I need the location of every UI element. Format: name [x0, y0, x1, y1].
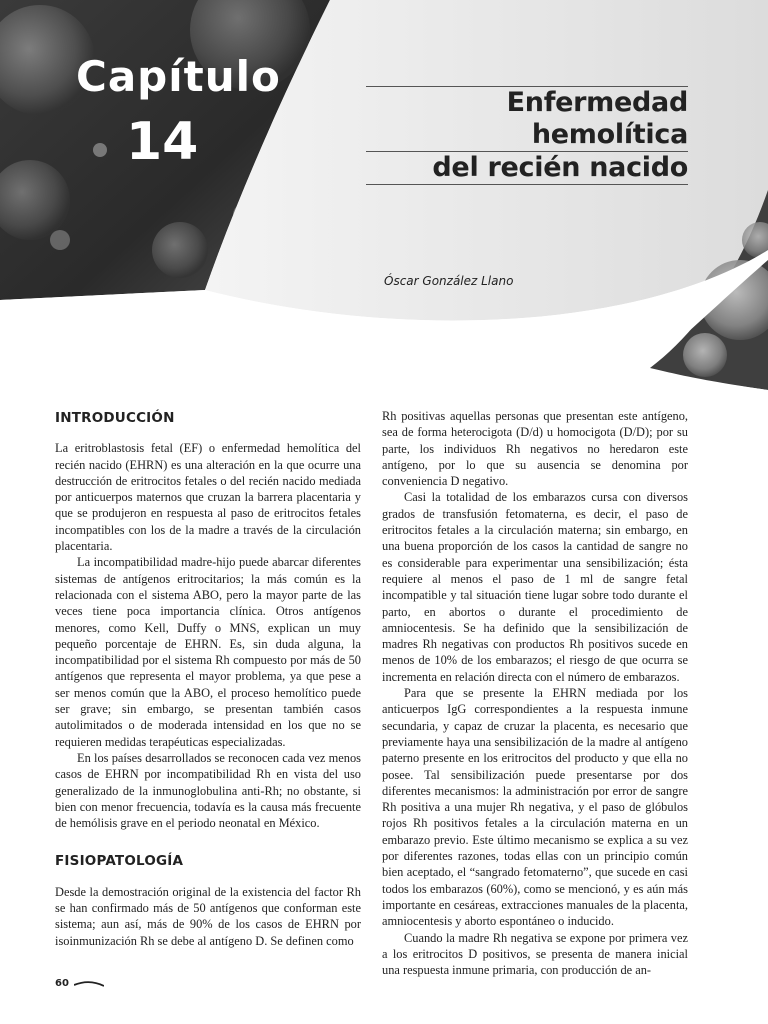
paragraph: Para que se presente la EHRN mediada por los anticuerpos IgG correspondientes a la respuesta inmune secundaria, y capaz de cruzar la placenta, es necesario que previamente haya una sensibilización de la madre al antígeno paterno presente en los eritrocitos del producto y que ella no posee. Tal sensibilización puede presentarse por dos diferentes mecanismos: la administración por error de sangre Rh positiva a una mujer Rh negativa, y el paso de glóbulos rojos Rh positivos fetales a la circulación materna en un embarazo previo. Este último mecanismo se explica a su vez por diferentes razones, todas ellas con un principio común bien aceptado, el “sangrado fetomaterno”, que sucede en casi todos los embarazos (60%), como se mencionó, y es aún más importante en cesáreas, extracciones manuales de la placenta, amniocentesis y aborto espontáneo o inducido. [382, 686, 688, 929]
paragraph: Rh positivas aquellas personas que presentan este antígeno, sea de forma heterocigota (D/d) u homocigota (D/D); por su parte, los individuos Rh negativos no heredaron este antígeno, por lo que su ausencia se denomina por conveniencia D negativo. [382, 409, 688, 489]
paragraph: La eritroblastosis fetal (EF) o enfermedad hemolítica del recién nacido (EHRN) es una alteración en la que ocurre una destrucción de eritrocitos fetales o del recién nacido mediada por anticuerpos maternos que cruzan la barrera placentaria y que se produjeron en respuesta al paso de eritrocitos fetales incompatibles con los de la madre a través de la circulación placentaria. [55, 441, 361, 554]
chapter-label: Capítulo [76, 52, 281, 101]
title-line-2: del recién nacido [432, 152, 688, 183]
paragraph: Cuando la madre Rh negativa se expone por primera vez a los eritrocitos D positivos, se presenta de manera inicial una respuesta inmune primaria, con producción de an- [382, 930, 688, 978]
chapter-title [366, 86, 688, 185]
left-column [55, 408, 361, 949]
title-rule-bottom [366, 184, 688, 185]
paragraph: La incompatibilidad madre-hijo puede abarcar diferentes sistemas de antígenos eritrocitarios; la más común es la relacionada con el sistema ABO, pero la mayor parte de las veces tiene poca importancia clínica. Otros antígenos menores, como Kell, Duffy o MNS, explican un muy pequeño porcentaje de EHRN. Es, sin duda alguna, la incompatibilidad por el sistema Rh compuesto por más de 50 antígenos que representa el mayor problema, ya que pese a ser menos común que la ABO, el proceso hemolítico puede ser grave; sin embargo, se presentan también casos autolimitados o de moderada intensidad en los que no se requieren medidas terapéuticas especializadas. [55, 555, 361, 749]
paragraph: En los países desarrollados se reconocen cada vez menos casos de EHRN por incompatibilidad Rh en vista del uso generalizado de la inmunoglobulina anti-Rh; no obstante, si bien con menor frecuencia, todavía es la causa más frecuente de hemólisis grave en el periodo neonatal en México. [55, 750, 361, 831]
footer-swoosh-icon [74, 978, 104, 990]
page-number: 60 [55, 978, 69, 989]
paragraph: Casi la totalidad de los embarazos cursa con diversos grados de transfusión fetomaterna, es decir, el paso de eritrocitos fetales a la circulación materna; sin embargo, en una buena proporción de los casos la cantidad de sangre no es considerable para experimentar una sensibilización; ésta requiere al menos el paso de 1 ml de sangre fetal incompatible y tal situación tiene lugar sobre todo durante el parto, en abortos o durante el procedimiento de amniocentesis. Se ha definido que la sensibilización de madres Rh negativas con productos Rh positivos sucede en menos de 10% de los embarazos; el riesgo de que ocurra se incrementa en relación directa con el número de embarazos. [382, 490, 688, 684]
title-line-1: Enfermedad hemolítica [506, 87, 688, 150]
chapter-number: 14 [126, 112, 199, 172]
right-column [382, 408, 688, 978]
section-heading-fisiopatologia: FISIOPATOLOGÍA [55, 853, 184, 870]
section-heading-introduccion: INTRODUCCIÓN [55, 410, 175, 426]
author-name: Óscar González Llano [384, 274, 514, 288]
paragraph: Desde la demostración original de la existencia del factor Rh se han confirmado más de 50 antígenos que conforman este sistema; aun así, más de 90% de los casos de EHRN por isoinmunización Rh se debe al antígeno D. Se definen como [55, 884, 361, 948]
